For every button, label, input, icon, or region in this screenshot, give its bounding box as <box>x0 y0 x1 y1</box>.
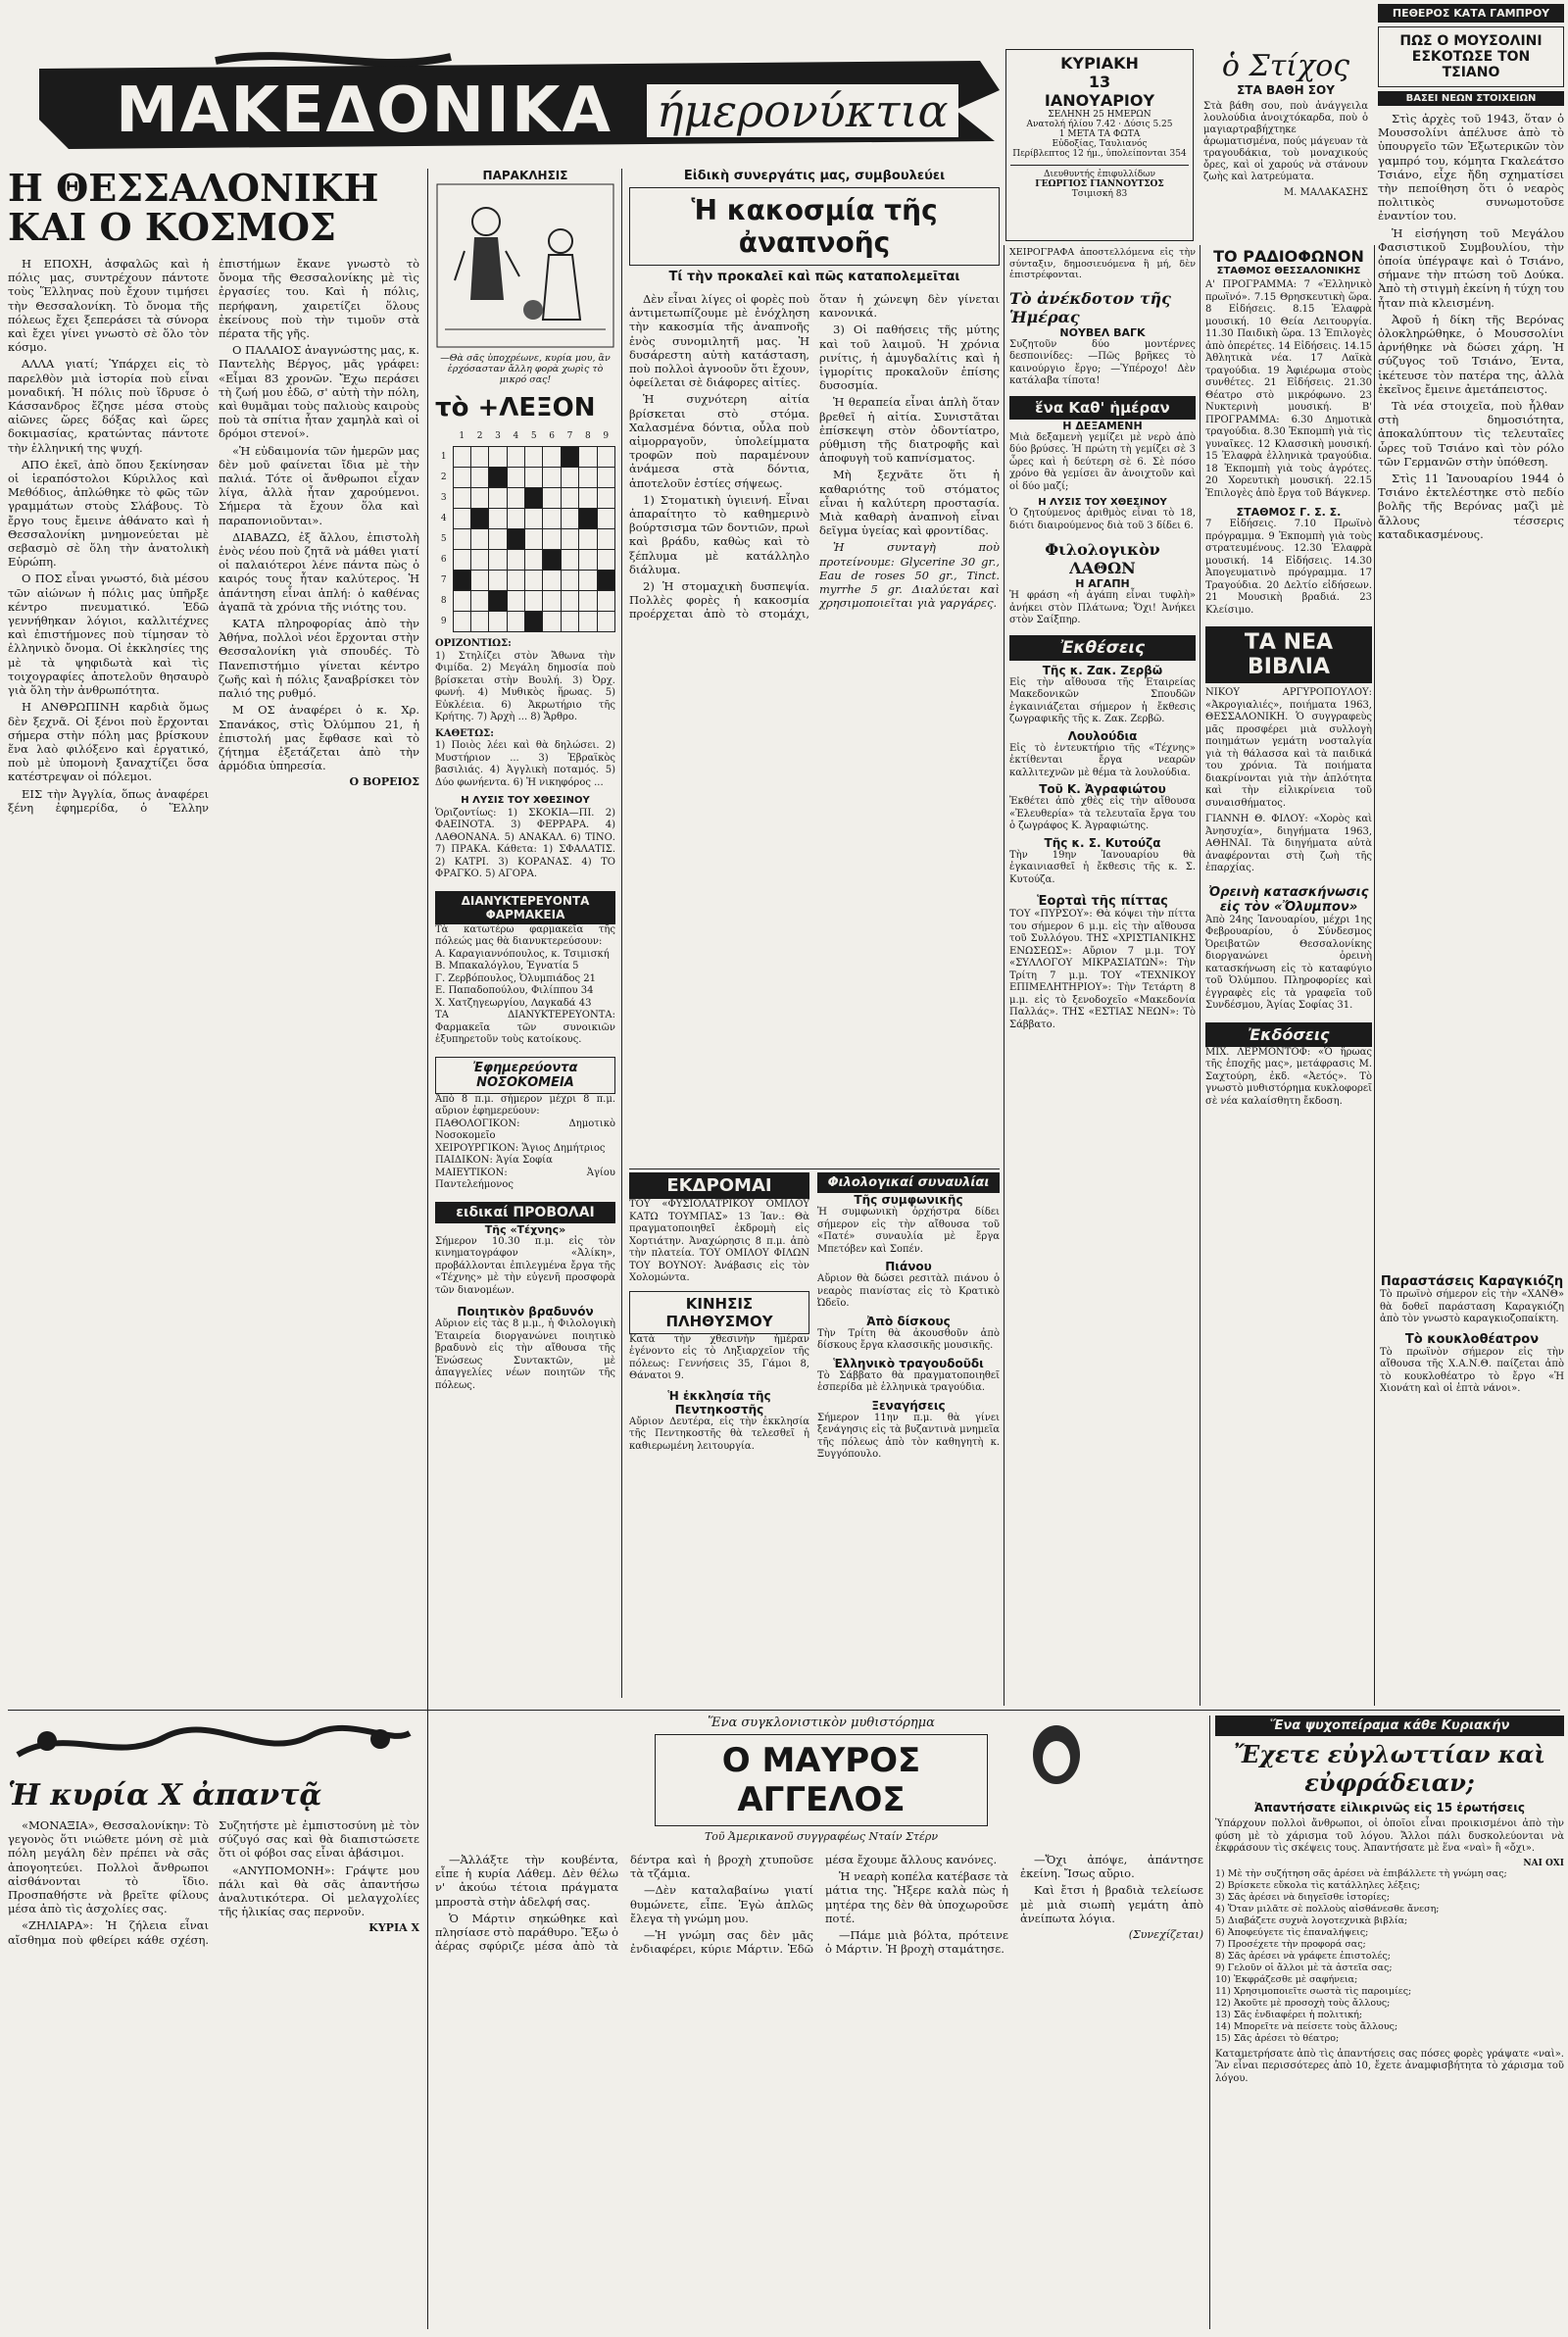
date-line: Ανατολή ήλίου 7.42 · Δύσις 5.25 <box>1026 120 1173 129</box>
crossword-cell[interactable] <box>543 529 561 550</box>
masthead-title: ΜΑΚΕΔΟΝΙΚΑ <box>116 75 612 147</box>
paragraph: Μὴ ξεχνᾶτε ὅτι ἡ καθαριότης τοῦ στόματος εἶναι ἡ καλύτερη προστασία. Μιὰ καθαρὴ ἀναπνοὴ εἶναι δεῖγμα ὑγείας καὶ φροντίδας. <box>819 468 1000 538</box>
crossword-cell[interactable] <box>561 591 578 612</box>
tsiano-source: ΒΑΣΕΙ ΝΕΩΝ ΣΤΟΙΧΕΙΩΝ <box>1378 91 1564 106</box>
crossword-cell[interactable] <box>525 447 543 468</box>
pharmacies-title: ΔΙΑΝΥΚΤΕΡΕΥΟΝΤΑ ΦΑΡΜΑΚΕΙΑ <box>435 891 615 924</box>
recipe: Ἡ συνταγὴ ποὺ προτείνουμε: Glycerine 30 gr., Eau de roses 50 gr., Tinct. myrrhe 5 gr. Διαλύεται καὶ χρησιμοποιεῖται γιὰ γαργάρες. <box>819 540 1000 611</box>
quiz-question: 10) Ἐκφράζεσθε μὲ σαφήνεια; <box>1215 1973 1358 1985</box>
lower-briefs <box>629 1172 1000 1604</box>
orini-title: Ὀρεινὴ κατασκήνωσις εἰς τὸν «Ὄλυμπον» <box>1208 884 1369 915</box>
crossword-cell[interactable] <box>470 509 488 529</box>
quiz-question: 4) Ὅταν μιλᾶτε σὲ πολλοὺς αἰσθάνεσθε ἄνεση; <box>1215 1903 1440 1914</box>
masthead-script: ήμερονύκτια <box>647 84 958 137</box>
stixos-author: Μ. ΜΑΛΑΚΑΣΗΣ <box>1283 187 1368 198</box>
paragraph: —Πάμε μιὰ βόλτα, πρότεινε ὁ Μάρτιν. Ἡ βροχὴ σταμάτησε. <box>825 1928 1008 1957</box>
ekdromai-body: ΤΟΥ «ΦΥΣΙΟΛΑΤΡΙΚΟΥ ΟΜΙΛΟΥ ΚΑΤΩ ΤΟΥΜΠΑΣ» 13 Ἰαν.: Θὰ πραγματοποιηθεῖ ἐκδρομὴ εἰς Χορτιάτην. Ἀναχώρησις 8 π.μ. ἀπὸ τὴν πλατεία. ΤΟΥ ΟΜΙΛΟΥ ΦΙΛΩΝ ΤΟΥ ΒΟΥΝΟΥ: Ἀνάβασις εἰς τὸν Χολομώντα. <box>629 1199 809 1283</box>
crossword-horizontal-title: ΟΡΙΖΟΝΤΙΩΣ: <box>435 638 512 649</box>
crossword-cell[interactable] <box>507 447 524 468</box>
pharmacy-item: Γ. Ζερβόπουλος, Ὀλυμπιάδος 21 <box>435 972 596 984</box>
ekdromai-title: ΕΚΔΡΟΜΑΙ <box>629 1172 809 1199</box>
hospital-item: ΧΕΙΡΟΥΡΓΙΚΟΝ: Ἅγιος Δημήτριος <box>435 1142 606 1154</box>
quiz-intro: Ὑπάρχουν πολλοὶ ἄνθρωποι, οἱ ὁποῖοι εἶναι προικισμένοι ἀπὸ τὴν φύση μὲ τὸ χάρισμα τοῦ λόγου. Ἄλλοι πάλι δυσκολεύονται νὰ ἐκφράσουν τὶς σκέψεις τους. Ἀπαντήσατε μὲ ἕνα «ναὶ» ἢ «ὄχι». <box>1215 1818 1564 1854</box>
paragraph: Καὶ ἔτσι ἡ βραδιὰ τελείωσε μὲ μιὰ σιωπὴ γεμάτη ἀπὸ ἀνείπωτα λόγια. <box>1020 1883 1203 1925</box>
kyria-x-illustration <box>8 1715 419 1774</box>
thessaloniki-headline: Η ΘΕΣΣΑΛΟΝΙΚΗ ΚΑΙ Ο ΚΟΣΜΟΣ <box>8 169 379 249</box>
crossword-col-number: 8 <box>584 431 591 441</box>
paragraph: Τὰ νέα στοιχεῖα, ποὺ ἦλθαν στὴ δημοσιότητα, ἀποκαλύπτουν τὶς τελευταῖες ὧρες τοῦ Τσιάνο καὶ τὸν ρόλο τῶν Γερμανῶν στὴν ὑπόθεση. <box>1378 399 1564 469</box>
stixos-column <box>1203 49 1368 265</box>
halitosis-subtitle: Τί τὴν προκαλεῖ καὶ πῶς καταπολεμεῖται <box>668 270 960 284</box>
quiz-section <box>1215 1715 1564 2329</box>
ekklisia-body: Αὔριον Δευτέρα, εἰς τὴν ἐκκλησία τῆς Πεντηκοστῆς θὰ τελεσθεῖ ἡ καθιερωμένη λειτουργία. <box>629 1416 809 1452</box>
crossword-corner <box>435 426 453 447</box>
crossword-cell[interactable] <box>489 550 507 571</box>
date-month: ΙΑΝΟΥΑΡΙΟΥ <box>1044 91 1155 110</box>
paragraph: Ἡ θεραπεία εἶναι ἁπλὴ ὅταν βρεθεῖ ἡ αἰτία. Συνιστᾶται ἐπίσκεψη στὸν ὀδοντίατρο, ρύθμιση τῆς διατροφῆς καὶ ἀποφυγὴ τοῦ καπνίσματος. <box>819 395 1000 466</box>
stixos-poem: Στὰ βάθη σου, ποὺ ἀνάγγειλα λουλούδια ἀνοιχτόκαρδα, ποὺ ὁ μαγιαρτραβήχτηκε ἀρωματισμένα, πούς μάγευαν τὰ τραγουδάκια, τοὺ μοναχικούς ὄρες, καὶ οἱ χαρούς νὰ στάνουν ζωὴς καὶ λατρεύματα. <box>1203 101 1368 182</box>
quiz-subtitle: Ἀπαντήσατε εἰλικρινῶς εἰς 15 ἐρωτήσεις <box>1253 1801 1526 1815</box>
crossword-col-number: 5 <box>530 431 537 441</box>
pharmacy-item: Β. Μπακαλόγλου, Ἐγνατία 5 <box>435 961 579 971</box>
crossword-cell[interactable] <box>489 488 507 509</box>
stixos-subtitle: ΣΤΑ ΒΑΘΗ ΣΟΥ <box>1237 83 1335 97</box>
crossword-grid <box>435 426 615 632</box>
quiz-question: 7) Προσέχετε τὴν προφορά σας; <box>1215 1938 1366 1950</box>
crossword-row-number: 4 <box>440 514 447 523</box>
novel-kicker: Ἕνα συγκλονιστικὸν μυθιστόρημα <box>708 1715 935 1730</box>
quiz-question: 8) Σᾶς ἀρέσει νὰ γράφετε ἐπιστολές; <box>1215 1950 1391 1962</box>
crossword-cell[interactable] <box>579 488 597 509</box>
paragraph: —Ἀλλάξτε τὴν κουβέντα, εἶπε ἡ κυρία Λάθεμ. Δὲν θέλω ν' ἀκούω τέτοια πράγματα μπροστὰ στὴν ἀδελφή σας. <box>435 1853 618 1909</box>
synavlies-body: Ἡ συμφωνικὴ ὀρχήστρα δίδει σήμερον εἰς τὴν αἴθουσα τοῦ «Πατέ» συναυλία μὲ ἔργα Μπετόβεν καὶ Σοπέν. <box>817 1207 1000 1255</box>
crossword-horizontal: 1) Στηλίζει στὸν Ἄθωνα τὴν Φιμίδα. 2) Μεγάλη δημοσία ποὺ βρίσκεται στὴν Βουλή. 3) Ὀρχ. φωνή. 4) Μυθικὸς ἥρωας. 5) Εὐκλέεια. 6) Ἀκρωτήριο τῆς Κρήτης. 7) Ἀρχὴ ... 8) Ἄρθρο. <box>435 650 615 722</box>
crossword-row-number: 2 <box>440 472 447 482</box>
crossword-cell[interactable] <box>543 550 561 571</box>
cartoon-column <box>435 169 615 1698</box>
crossword-cell[interactable] <box>470 529 488 550</box>
kathimeran-body: Μιὰ δεξαμενὴ γεμίζει μὲ νερὸ ἀπὸ δύο βρύσες. Ἡ πρώτη τὴ γεμίζει σὲ 3 ὧρες καὶ ἡ δεύτερη σὲ 6. Σὲ πόσο χρόνο θὰ γεμίσει ἂν ἀνοιχτοῦν καὶ οἱ δύο μαζί; <box>1009 431 1196 492</box>
kyria-x-body <box>8 1818 419 2309</box>
kiniseis-body: Κατὰ τὴν χθεσινὴν ἡμέραν ἐγένοντο εἰς τὸ Ληξιαρχεῖον τῆς πόλεως: Γεννήσεις 35, Γάμοι 8, Θάνατοι 9. <box>629 1333 809 1381</box>
crossword-solution-title: Η ΛΥΣΙΣ ΤΟΥ ΧΘΕΣΙΝΟΥ <box>461 795 590 806</box>
crossword-cell[interactable] <box>579 612 597 632</box>
heortai-body: ΤΟΥ «ΠΥΡΣΟΥ»: Θὰ κόψει τὴν πίττα του σήμερον 6 μ.μ. εἰς τὴν αἴθουσα τοῦ Συλλόγου. ΤΗΣ «ΧΡΙΣΤΙΑΝΙΚΗΣ ΕΝΩΣΕΩΣ»: Αὔριον 7 μ.μ. ΤΟΥ «ΣΥΛΛΟΓΟΥ ΜΙΚΡΑΣΙΑΤΩΝ»: Τὴν Τρίτη 7 μ.μ. ΤΟΥ «ΤΕΧΝΙΚΟΥ ΕΠΙΜΕΛΗΤΗΡΙΟΥ»: Τὴν Τετάρτη 8 μ.μ. εἰς τὸ ξενοδοχεῖο «Μακεδονία Παλλάς». ΤΗΣ «ΕΣΤΙΑΣ ΝΕΩΝ»: Τὸ Σάββατο. <box>1009 909 1196 1030</box>
koukloth-title: Τὸ κουκλοθέατρον <box>1404 1331 1540 1347</box>
paragraph: ΑΠΟ ἐκεῖ, ἀπὸ ὅπου ξεκίνησαν οἱ ἱεραπόστολοι Κύριλλος καὶ Μεθόδιος, ἁπλώθηκε τὸ φῶς τῶν γραμμάτων στοὺς Σλάβους. Τὸ ἔργο τους ἔμεινε ἀθάνατο καὶ ἡ Θεσσαλονίκη μνημονεύεται μὲ σεβασμὸ σὲ ὅλη τὴν ἀνατολικὴ Εὐρώπη. <box>8 457 209 570</box>
paragraph: ΕΙΣ τὴν Ἀγγλία, ὅπως ἀναφέρει ξένη ἐφημερίδα, ὁ Ἕλλην ἐπιστήμων ἔκανε γνωστὸ τὸ ὄνομα τῆς Θεσσαλονίκης μὲ τὶς ἐργασίες του. Καὶ ἡ πόλις, περήφανη, χαιρετίζει ὅλους ἐκείνους ποὺ τὴν τιμοῦν στὰ πέρατα τῆς γῆς. <box>8 257 419 815</box>
kathimeran-solution-title: Η ΛΥΣΙΣ ΤΟΥ ΧΘΕΣΙΝΟΥ <box>1038 497 1167 508</box>
filologikon-subtitle: Η ΑΓΑΠΗ <box>1075 577 1130 590</box>
paragraph: «Ἡ εὐδαιμονία τῶν ἡμερῶν μας δὲν μοῦ φαίνεται ἴδια μὲ τὴν παλιά. Τότε οἱ ἄνθρωποι εἶχαν λίγα, ἀλλὰ ἦταν χαρούμενοι. Σήμερα τὰ ἔχουν ὅλα καὶ παραπονιοῦνται». <box>219 443 419 527</box>
crossword-cell[interactable] <box>453 509 470 529</box>
paragraph: Δὲν εἶναι λίγες οἱ φορὲς ποὺ ἀντιμετωπίζουμε μὲ ἐνόχληση τὴν κακοσμία τῆς ἀναπνοῆς ἑνὸς συνομιλητῆ μας. Ἡ δυσάρεστη αὐτὴ κατάσταση, ποὺ πολλοὶ ἀγνοοῦν ὅτι ἔχουν, ὀφείλεται σὲ διάφορες αἰτίες. <box>629 292 809 390</box>
tsiano-kicker: ΠΕΘΕΡΟΣ ΚΑΤΑ ΓΑΜΠΡΟΥ <box>1378 4 1564 23</box>
crossword-cell[interactable] <box>561 509 578 529</box>
crossword-cell[interactable] <box>489 447 507 468</box>
editor-address: Τσιμισκή 83 <box>1071 189 1128 199</box>
crossword-cell[interactable] <box>453 550 470 571</box>
crossword-cell[interactable] <box>525 488 543 509</box>
orini-body: Ἀπὸ 24ης Ἰανουαρίου, μέχρι 1ης Φεβρουαρίου, ὁ Σύνδεσμος Ὀρειβατῶν Θεσσαλονίκης διοργανώνει ὀρεινὴ κατασκήνωση εἰς τὸ καταφύγιο τοῦ Ὀλύμπου. Πληροφορίες καὶ ἐγγραφὲς εἰς τὰ γραφεῖα τοῦ Συνδέσμου, Ἁγίας Σοφίας 31. <box>1205 914 1372 1011</box>
tragoudi-body: Τὸ Σάββατο θὰ πραγματοποιηθεῖ ἑσπερίδα μὲ ἑλληνικὰ τραγούδια. <box>817 1369 1000 1393</box>
crossword-cell[interactable] <box>470 571 488 591</box>
anekdoto-body: Συζητοῦν δύο μοντέρνες δεσποινίδες: —Πῶς βρῆκες τὸ καινούργιο ἔργο; —Ὑπέροχο! Δὲν κατάλαβα τίποτα! <box>1009 338 1196 386</box>
manuscripts-note: ΧΕΙΡΟΓΡΑΦΑ ἀποστελλόμενα εἰς τὴν σύνταξιν, δημοσιευόμενα ἢ μή, δὲν ἐπιστρέφονται. <box>1009 247 1196 280</box>
anekdoto-title: Τὸ ἀνέκδοτον τῆς Ἡμέρας <box>1009 288 1171 326</box>
crossword-cell[interactable] <box>507 591 524 612</box>
novel-author: Τοῦ Ἀμερικανοῦ συγγραφέως Νταίν Στέρν <box>704 1830 939 1843</box>
exhibition-title: Τῆς κ. Ζακ. Ζερβῶ <box>1042 663 1163 677</box>
paragraph: Ο ΠΟΣ εἶναι γνωστό, διὰ μέσου τῶν αἰώνων ἡ πόλις μας ὑπῆρξε κέντρο πνευματικό. Ἐδῶ γεννήθηκαν λόγιοι, καλλιτέχνες καὶ ἐπιστήμονες ποὺ τίμησαν τὸ ἑλληνικὸ ὄνομα. Οἱ ἐκκλησίες της μὲ τὰ ψηφιδωτὰ καὶ τὶς τοιχογραφίες ἀποτελοῦν θησαυρὸ γιὰ ὅλη τὴν ἀνθρωπότητα. <box>8 572 209 698</box>
crossword-cell[interactable] <box>453 612 470 632</box>
crossword-cell[interactable] <box>543 571 561 591</box>
crossword-row-number: 5 <box>440 534 447 544</box>
date-box <box>1005 49 1194 241</box>
quiz-questions <box>1215 1868 1564 2045</box>
pharmacies-note: ΤΑ ΔΙΑΝΥΚΤΕΡΕΥΟΝΤΑ: Φαρμακεῖα τῶν συνοικιῶν ἐξυπηρετοῦν τοὺς κατοίκους. <box>435 1010 615 1045</box>
crossword-cell[interactable] <box>470 612 488 632</box>
crossword-cell[interactable] <box>489 612 507 632</box>
exhibition-body: Εἰς τὴν αἴθουσα τῆς Ἑταιρείας Μακεδονικῶν Σπουδῶν ἐγκαινιάζεται σήμερον ἡ ἔκθεσις ζωγραφικῆς τῆς κ. Ζακ. Ζερβῶ. <box>1009 676 1196 724</box>
kathimeran-title: ἕνα Καθ' ἡμέραν <box>1009 396 1196 420</box>
crossword-cell[interactable] <box>597 550 614 571</box>
koukloth-body: Τὸ πρωϊνὸν σήμερον εἰς τὴν αἴθουσα τῆς Χ.Α.Ν.Θ. παίζεται ἀπὸ τὸ κουκλοθέατρο τὸ ἔργο «Ἡ Χιονάτη καὶ οἱ ἑπτὰ νάνοι». <box>1380 1346 1564 1394</box>
crossword-cell[interactable] <box>597 488 614 509</box>
crossword-col-number: 2 <box>476 431 483 441</box>
crossword-cell[interactable] <box>470 550 488 571</box>
crossword-cell[interactable] <box>543 612 561 632</box>
crossword-cell[interactable] <box>489 509 507 529</box>
paragraph: Ἀφοῦ ἡ δίκη τῆς Βερόνας ὁλοκληρώθηκε, ὁ Μουσσολίνι ἀρνήθηκε νὰ δώσει χάρη. Ἡ σύζυγος τοῦ Τσιάνο, Έντα, ἱκέτευσε τὸν πατέρα της, ἀλλὰ ἐκεῖνος ἔμεινε ἀμετάπειστος. <box>1378 312 1564 396</box>
crossword-col-number: 7 <box>566 431 573 441</box>
thessaloniki-body <box>8 257 419 1717</box>
crossword-cell[interactable] <box>525 550 543 571</box>
paragraph: —Ὄχι ἀπόψε, ἀπάντησε ἐκείνη. Ἴσως αὔριο. <box>1020 1853 1203 1881</box>
quiz-column-header: ΝΑΙ ΟΧΙ <box>1523 1858 1564 1868</box>
crossword-cell[interactable] <box>470 488 488 509</box>
crossword-cell[interactable] <box>561 550 578 571</box>
crossword-cell[interactable] <box>453 468 470 488</box>
crossword-cell[interactable] <box>597 591 614 612</box>
hospital-item: Ἀπὸ 8 π.μ. σήμερον μέχρι 8 π.μ. αὔριον ἐφημερεύουν: <box>435 1093 615 1117</box>
paragraph: Ο ΠΑΛΑΙΟΣ ἀναγνώστης μας, κ. Παντελὴς Βέργος, μᾶς γράφει: «Εἶμαι 83 χρονῶν. Ἔχω περάσει τὴ ζωή μου ἐδῶ, σ' αὐτὴ τὴν πόλη, καὶ θυμᾶμαι τοὺς παλιοὺς καιροὺς ποὺ τὰ σπίτια ἦταν χαμηλὰ καὶ οἱ δρόμοι στενοί». <box>219 343 419 441</box>
tsiano-body <box>1378 112 1564 541</box>
exhibition-title: Λουλούδια <box>1067 728 1138 743</box>
heortai-title: Ἑορταὶ τῆς πίττας <box>1037 894 1168 909</box>
crossword-cell[interactable] <box>507 612 524 632</box>
ekdoseis-body: ΜΙΧ. ΛΕΡΜΟΝΤΟΦ: «Ὁ ἥρωας τῆς ἐποχῆς μας», μετάφρασις Μ. Σαχτούρη, ἐκδ. «Ἀετός». Τὸ γνωστὸ μυθιστόρημα κυκλοφορεῖ σὲ νέα καλαίσθητη ἔκδοση. <box>1205 1046 1372 1107</box>
crossword-cell[interactable] <box>507 550 524 571</box>
editor-line: Διευθυντής ἐπιφυλλίδων <box>1043 170 1155 179</box>
paragraph: ΚΑΤΑ πληροφορίας ἀπὸ τὴν Ἀθήνα, πολλοὶ νέοι ἔρχονται στὴν Θεσσαλονίκη γιὰ σπουδές. Τὸ Πανεπιστήμιο γίνεται κέντρο ζωῆς καὶ ἡ πόλις ξαναβρίσκει τὸν παλιό της ρυθμό. <box>219 617 419 701</box>
nea-vivlia-title: ΤΑ ΝΕΑ ΒΙΒΛΙΑ <box>1205 626 1372 683</box>
crossword-cell[interactable] <box>561 488 578 509</box>
crossword-vertical: 1) Ποιὸς λέει καὶ θὰ δηλώσει. 2) Μυστήριον ... 3) Ἐβραϊκὸς βασιλιάς. 4) Ἀγγλικὴ ποταμός. 5) Δύο φωνήεντα. 6) Ἡ νικηφόρος ... <box>435 740 615 788</box>
paragraph: Ὁ Μάρτιν σηκώθηκε καὶ πλησίασε στὸ παράθυρο. Ἔξω ὁ ἀέρας σφύριζε μέσα ἀπὸ τὰ δέντρα καὶ ἡ βροχὴ χτυποῦσε τὰ τζάμια. <box>435 1853 813 1954</box>
paragraph: Η ΑΝΘΡΩΠΙΝΗ καρδιὰ ὅμως δὲν ξεχνᾶ. Οἱ ξένοι ποὺ ἔρχονται σήμερα στὴν πόλη μας βρίσκουν ἕνα λαὸ φιλόξενο καὶ ἐργατικό, ποὺ μὲ ὑπομονὴ ξαναχτίζει ὅσα κατέστρεψαν οἱ πόλεμοι. <box>8 700 209 784</box>
radio-ss-title: ΣΤΑΘΜΟΣ Γ. Σ. Σ. <box>1236 506 1342 519</box>
synavlies-title: Φιλολογικαί συναυλίαι <box>817 1172 1000 1193</box>
crossword-cell[interactable] <box>525 591 543 612</box>
paragraph: Ἡ νεαρὴ κοπέλα κατέβασε τὰ μάτια της. Ἤξερε καλὰ πὼς ἡ μητέρα της δὲν θὰ ὑποχωροῦσε ποτέ. <box>825 1869 1008 1925</box>
crossword-cell[interactable] <box>525 509 543 529</box>
date-line: Εὐδοξίας, Ταυλιανός <box>1052 139 1148 149</box>
crossword-cell[interactable] <box>525 612 543 632</box>
cartoon-illustration <box>435 182 615 349</box>
crossword-cell[interactable] <box>543 488 561 509</box>
crossword-cell[interactable] <box>579 468 597 488</box>
parastaseis-body: Τὸ πρωϊνὸ σήμερον εἰς τὴν «ΧΑΝΘ» θὰ δοθεῖ παράσταση Καραγκιόζη ἀπὸ τὸν γνωστὸ καραγκιοζοπαίκτη. <box>1380 1289 1564 1324</box>
crossword-cell[interactable] <box>470 447 488 468</box>
piano-title: Πιάνου <box>885 1260 932 1273</box>
paragraph: 3) Οἱ παθήσεις τῆς μύτης καὶ τοῦ λαιμοῦ. Ἡ χρόνια ρινίτις, ἡ ἀμυγδαλίτις καὶ ἡ ἱγμορίτις προκαλοῦν ἐπίσης δυσοσμία. <box>819 323 1000 393</box>
crossword-cell[interactable] <box>525 529 543 550</box>
paragraph: «ΖΗΛΙΑΡΑ»: Ἡ ζήλεια εἶναι αἴσθημα ποὺ φθείρει κάθε σχέση. Συζητήστε μὲ ἐμπιστοσύνη μὲ τὸν σύζυγό σας καὶ θὰ διαπιστώσετε ὅτι οἱ φόβοι σας εἶναι ἀβάσιμοι. <box>8 1818 419 1947</box>
radio-subtitle: ΣΤΑΘΜΟΣ ΘΕΣΣΑΛΟΝΙΚΗΣ <box>1216 266 1361 276</box>
quiz-question: 9) Γελοῦν οἱ ἄλλοι μὲ τὰ ἀστεῖα σας; <box>1215 1962 1393 1973</box>
novel-banner <box>615 1715 1027 1841</box>
crossword-cell[interactable] <box>579 509 597 529</box>
crossword-cell[interactable] <box>561 612 578 632</box>
pharmacies-intro: Τὰ κατωτέρω φαρμακεῖα τῆς πόλεώς μας θὰ διανυκτερεύσουν: <box>435 923 615 947</box>
pharmacy-item: Α. Καραγιαννόπουλος, κ. Τσιμισκή <box>435 948 610 960</box>
crossword-cell[interactable] <box>453 591 470 612</box>
pharmacy-item: Χ. Χατζηγεωργίου, Λαγκαδά 43 <box>435 997 592 1009</box>
radio-column <box>1205 247 1372 1698</box>
crossword-cell[interactable] <box>525 468 543 488</box>
date-line: Περίβλεπτος 12 ήμ., ὑπολείπονται 354 <box>1012 149 1187 159</box>
novel-portrait <box>1017 1715 1096 1814</box>
crossword-cell[interactable] <box>597 468 614 488</box>
date-line: 1 ΜΕΤΑ ΤΑ ΦΩΤΑ <box>1058 129 1141 139</box>
quiz-question: 14) Μπορεῖτε νὰ πείσετε τοὺς ἄλλους; <box>1215 2020 1398 2032</box>
nea-vivlia-body-2: ΓΙΑΝΝΗ Θ. ΦΙΛΟΥ: «Χορὸς καὶ Ἀνησυχία», διηγήματα 1963, ΑΘΗΝΑΙ. Τὰ διηγήματα αὐτὰ ἀναφέρονται στὴ ζωὴ τῆς ἐπαρχίας. <box>1205 814 1372 873</box>
paragraph: ΑΛΛΑ γιατί; Ὑπάρχει εἰς τὸ παρελθὸν μιὰ ἱστορία ποὺ εἶναι μοναδική. Ἡ πόλις ποὺ ἵδρυσε ὁ Κάσσανδρος ἔζησε μέσα στοὺς αἰῶνες ὥρες δόξας καὶ ὥρες δοκιμασίας, κρατώντας πάντοτε τὴν ἑλληνική της ψυχή. <box>8 357 209 455</box>
kyria-x-title: Ἡ κυρία Χ ἀπαντᾷ <box>8 1778 322 1813</box>
paragraph: ΔΙΑΒΑΖΩ, ἐξ ἄλλου, ἐπιστολὴ ἑνὸς νέου ποὺ ζητᾶ νὰ μάθει γιατί οἱ παλαιότεροι λένε πάντα πὼς ὁ καιρός τους ἦταν καλύτερος. Ἡ ἀπάντηση εἶναι ἁπλή: ὁ καθένας ἀγαπᾶ τὰ χρόνια τῆς νιότης του. <box>219 529 419 614</box>
crossword-col-number: 1 <box>459 431 466 441</box>
poetic-title: Ποιητικὸν βραδυνόν <box>457 1305 594 1318</box>
quiz-question: 6) Ἀποφεύγετε τὶς ἐπαναλήψεις; <box>1215 1926 1369 1938</box>
paragraph: —Δὲν καταλαβαίνω γιατί θυμώνετε, εἶπε. Ἐγὼ ἁπλῶς ἔλεγα τὴ γνώμη μου. <box>630 1883 813 1925</box>
crossword-title: τὸ +ΛΕΞΟΝ <box>435 393 596 423</box>
thessaloniki-signature: Ο ΒΟΡΕΙΟΣ <box>349 775 419 789</box>
crossword-solution: Ὁριζοντίως: 1) ΣΚΟΚΙΑ—ΠΙ. 2) ΦΑΕΙΝΟΤΑ. 3) ΦΕΡΡΑΡΑ. 4) ΛΑΘΟΝΑΝΑ. 5) ΑΝΑΚΑΛ. 6) ΤΙΝΟ. 7) ΠΡΑΚΑ. Κάθετα: 1) ΣΦΑΛΑΤΙΣ. 2) ΚΑΤΡΙ. 3) ΚΟΡΑΝΑΣ. 4) ΤΟ ΦΡΑΓΚΟ. 5) ΑΓΟΡΑ. <box>435 807 615 879</box>
novel-continued: (Συνεχίζεται) <box>1128 1928 1203 1942</box>
crossword-cell[interactable] <box>507 468 524 488</box>
events-column <box>1380 1274 1564 1706</box>
parakliseis-title: ΠΑΡΑΚΛΗΣΙΣ <box>482 169 568 182</box>
crossword-cell[interactable] <box>507 488 524 509</box>
crossword-cell[interactable] <box>543 591 561 612</box>
crossword-col-number: 3 <box>495 431 501 441</box>
quiz-question: 2) Βρίσκετε εὔκολα τὶς κατάλληλες λέξεις; <box>1215 1879 1421 1891</box>
crossword-cell[interactable] <box>561 468 578 488</box>
xenagiseis-title: Ξεναγήσεις <box>871 1398 946 1413</box>
tragoudi-title: Ἑλληνικὸ τραγουδοῦδι <box>833 1356 984 1370</box>
kyria-x-column <box>8 1715 419 2329</box>
provoles-body: Σήμερον 10.30 π.μ. εἰς τὸν κινηματογράφον «Ἀλίκη», προβάλλονται ἐπιλεγμένα ἔργα τῆς «Τέχνης» μὲ τὴν εὐγενῆ προσφορὰ τῶν διανομέων. <box>435 1235 615 1296</box>
quiz-question: 3) Σᾶς ἀρέσει νὰ διηγεῖσθε ἱστορίες; <box>1215 1891 1391 1903</box>
ekdoseis-title: Ἐκδόσεις <box>1205 1022 1372 1047</box>
crossword-cell[interactable] <box>597 447 614 468</box>
crossword-cell[interactable] <box>453 488 470 509</box>
date-number: 13 <box>1088 73 1111 91</box>
hospital-item: ΠΑΘΟΛΟΓΙΚΟΝ: Δημοτικὸ Νοσοκομεῖο <box>435 1118 615 1141</box>
paragraph: «ΜΟΝΑΞΙΑ», Θεσσαλονίκην: Τὸ γεγονὸς ὅτι νιώθετε μόνη σὲ μιὰ πόλη μεγάλη δὲν πρέπει νὰ σᾶς ἀπογοητεύει. Πολλοὶ ἄνθρωποι αἰσθάνονται τὸ ἴδιο. Προσπαθήστε νὰ βρεῖτε φίλους μέσα ἀπὸ τὶς ἀσχολίες σας. <box>8 1818 209 1916</box>
crossword-col-number: 9 <box>603 431 610 441</box>
paragraph: «ΑΝΥΠΟΜΟΝΗ»: Γράψτε μου πάλι καὶ θὰ σᾶς ἀπαντήσω ἀναλυτικότερα. Οἱ μελαγχολίες τῆς ἡλικίας σας περνοῦν. <box>219 1863 419 1919</box>
crossword-row-number: 7 <box>440 575 447 585</box>
exhibition-title: Τῆς κ. Σ. Κυτούζα <box>1044 835 1161 850</box>
kathimeran-subtitle: Η ΔΕΞΑΜΕΝΗ <box>1062 419 1143 432</box>
tsiano-headline: ΠΩΣ Ο ΜΟΥΣΟΛΙΝΙ ΕΣΚΟΤΩΣΕ ΤΟΝ ΤΣΙΑΝΟ <box>1378 26 1564 87</box>
paragraph: —Ἡ γνώμη σας δὲν μᾶς ἐνδιαφέρει, κύριε Μάρτιν. Ἐδῶ μέσα ἔχουμε ἄλλους κανόνες. <box>630 1853 998 1957</box>
crossword-vertical-title: ΚΑΘΕΤΩΣ: <box>435 727 494 739</box>
parastaseis-title: Παραστάσεις Καραγκιόζη <box>1380 1274 1564 1289</box>
crossword-cell[interactable] <box>579 447 597 468</box>
provoles-title: ειδικαί ΠΡΟΒΟΛΑΙ <box>435 1202 615 1223</box>
crossword-cell[interactable] <box>579 591 597 612</box>
crossword-cell[interactable] <box>507 571 524 591</box>
paragraph: Ἡ συχνότερη αἰτία βρίσκεται στὸ στόμα. Χαλασμένα δόντια, οὖλα ποὺ αἱμορραγοῦν, ὑπολείμματα τροφῶν ποὺ παραμένουν ἀνάμεσα στὰ δόντια, ἀποτελοῦν ἑστίες σήψεως. <box>629 392 809 490</box>
crossword-cell[interactable] <box>453 447 470 468</box>
crossword-cell[interactable] <box>579 550 597 571</box>
crossword-cell[interactable] <box>597 509 614 529</box>
news-briefs-column <box>1009 247 1196 1698</box>
quiz-question: 15) Σᾶς ἀρέσει τὸ θέατρο; <box>1215 2032 1340 2044</box>
kyria-x-signature: ΚΥΡΙΑ Χ <box>368 1921 419 1935</box>
crossword-cell[interactable] <box>489 529 507 550</box>
crossword-cell[interactable] <box>561 571 578 591</box>
paragraph: Μ ΟΣ ἀναφέρει ὁ κ. Χρ. Σπανάκος, στὶς Ὀλύμπου 21, ἡ ἐπιστολή μας ἔφθασε καὶ τὸ ζήτημα ἐξετάζεται ἀπὸ τὴν ἁρμόδια ὑπηρεσία. <box>219 703 419 773</box>
crossword-cell[interactable] <box>507 529 524 550</box>
crossword-cell[interactable] <box>561 529 578 550</box>
crossword-cell[interactable] <box>597 529 614 550</box>
crossword-cell[interactable] <box>543 468 561 488</box>
paragraph: Η ΕΠΟΧΗ, ἀσφαλῶς καὶ ἡ πόλις μας, συντρέχουν πάντοτε τοὺς Ἕλληνας ποὺ ἔχουν τιμήσει τὴν Θεσσαλονίκη. Τὸ ὄνομα τῆς πόλεως ἔχει ξεπεράσει τὰ σύνορα καὶ ἔχει γίνει γνωστὸ σὲ ὅλο τὸν κόσμο. <box>8 257 209 355</box>
stixos-title: ὁ Στίχος <box>1221 49 1350 83</box>
quiz-headline: Ἔχετε εὐγλωττίαν καὶ εὐφράδειαν; <box>1234 1740 1545 1797</box>
crossword-cell[interactable] <box>453 529 470 550</box>
quiz-question: 12) Ἀκοῦτε μὲ προσοχὴ τοὺς ἄλλους; <box>1215 1997 1391 2009</box>
halitosis-kicker: Εἰδικὴ συνεργάτις μας, συμβουλεύει <box>683 169 946 183</box>
ekklisia-title: Ἡ ἐκκλησία τῆς Πεντηκοστῆς <box>667 1388 771 1417</box>
kathimeran-solution: Ὁ ζητούμενος ἀριθμὸς εἶναι τὸ 18, διότι διαιρούμενος διὰ τοῦ 3 δίδει 6. <box>1009 508 1196 531</box>
hospital-item: ΠΑΙΔΙΚΟΝ: Ἁγία Σοφία <box>435 1155 553 1166</box>
parakliseis-caption: —Θὰ σᾶς ὑποχρέωνε, κυρία μου, ἂν ἐρχόσασταν ἄλλη φορὰ χωρὶς τὸ μικρό σας! <box>440 353 611 385</box>
crossword-row-number: 1 <box>440 452 447 462</box>
crossword-cell[interactable] <box>597 612 614 632</box>
quiz-question: 1) Μὲ τὴν συζήτηση σᾶς ἀρέσει νὰ ἐπιβάλλετε τὴ γνώμη σας; <box>1215 1867 1507 1879</box>
filologikon-body: Ἡ φράση «ἡ ἀγάπη εἶναι τυφλὴ» ἀνήκει στὸν Πλάτωνα; Ὄχι! Ἀνήκει στὸν Σαίξπηρ. <box>1009 590 1196 625</box>
crossword-row-number: 6 <box>440 555 447 565</box>
crossword-cell[interactable] <box>579 529 597 550</box>
quiz-footer: Καταμετρήσατε ἀπὸ τὶς ἀπαντήσεις σας πόσες φορὲς γράψατε «ναὶ». Ἂν εἶναι περισσότερες ἀπὸ 10, ἔχετε ἀναμφισβήτητα τὸ χάρισμα τοῦ λόγου. <box>1215 2048 1564 2084</box>
filologikon-title: Φιλολογικὸν ΛΑΘΩΝ <box>1045 540 1160 577</box>
paragraph: Στὶς ἀρχὲς τοῦ 1943, ὅταν ὁ Μουσσολίνι ἀπέλυσε ἀπὸ τὸ ὑπουργεῖο τῶν Ἐξωτερικῶν τὸν γαμπρό του, κόμητα Γκαλεάτσο Τσιάνο, εἶχε ἤδη σχηματίσει τὴν πεποίθηση ὅτι ὁ νεαρὸς πολιτικὸς συνωμοτοῦσε ἐναντίον του. <box>1378 112 1564 224</box>
radio-ss-schedule: 7 Εἰδήσεις. 7.10 Πρωϊνὸ πρόγραμμα. 9 Ἐκπομπὴ γιὰ τοὺς στρατευμένους. 12.30 Ἐλαφρὰ μουσική. 14 Εἰδήσεις. 14.30 Ἀπογευματινὸ πρόγραμμα. 17 Τραγούδια. 20 Δελτίο εἰδήσεων. 21 Μουσικὴ βραδιά. 23 Κλείσιμο. <box>1205 519 1372 616</box>
anekdoto-subtitle: ΝΟΥΒΕΛ ΒΑΓΚ <box>1059 325 1146 339</box>
crossword-cell[interactable] <box>597 571 614 591</box>
quiz-question: 13) Σᾶς ἐνδιαφέρει ἡ πολιτική; <box>1215 2009 1363 2020</box>
paragraph: 1) Στοματικὴ ὑγιεινή. Εἶναι ἀπαραίτητο τὸ καθημερινὸ βούρτσισμα τῶν δοντιῶν, πρωὶ καὶ βράδυ, καθὼς καὶ τὸ ξέπλυμα μὲ κατάλληλο διάλυμα. <box>629 492 809 576</box>
paragraph: 2) Ἡ στομαχικὴ δυσπεψία. Πολλὲς φορὲς ἡ κακοσμία προέρχεται ἀπὸ τὸ στομάχι, ὅταν ἡ χώνεψη δὲν γίνεται κανονικά. <box>629 292 1000 622</box>
exhibition-body: Τὴν 19ην Ἰανουαρίου θὰ ἐγκαινιασθεῖ ἡ ἔκθεσις τῆς κ. Σ. Κυτούζα. <box>1009 849 1196 885</box>
diskoi-title: Ἀπὸ δίσκους <box>866 1314 951 1328</box>
crossword-col-number: 6 <box>549 431 555 441</box>
radio-title: ΤΟ ΡΑΔΙΟΦΩΝΟΝ <box>1213 247 1364 266</box>
paragraph: Στὶς 11 Ἰανουαρίου 1944 ὁ Τσιάνο ἐκτελέστηκε στὸ πεδίο βολῆς τῆς Βερόνας μαζὶ μὲ ἄλλους τέσσερις καταδικασμένους. <box>1378 472 1564 541</box>
crossword-row-number: 9 <box>440 617 447 626</box>
crossword-row-number: 8 <box>440 596 447 606</box>
crossword-cell[interactable] <box>579 571 597 591</box>
novel-section <box>435 1715 1203 2329</box>
date-day: ΚΥΡΙΑΚΗ <box>1060 54 1139 73</box>
exhibition-body: Εἰς τὸ ἐντευκτήριο τῆς «Τέχνης» ἐκτίθενται ἔργα νεαρῶν καλλιτεχνῶν μὲ θέμα τὰ λουλούδια. <box>1009 742 1196 778</box>
quiz-question: 5) Διαβάζετε συχνὰ λογοτεχνικὰ βιβλία; <box>1215 1914 1408 1926</box>
crossword-cell[interactable] <box>470 591 488 612</box>
crossword-row-number: 3 <box>440 493 447 503</box>
diskoi-body: Τὴν Τρίτη θὰ ἀκουσθοῦν ἀπὸ δίσκους ἔργα κλασσικῆς μουσικῆς. <box>817 1327 1000 1351</box>
crossword-cell[interactable] <box>489 468 507 488</box>
piano-body: Αὔριον θὰ δώσει ρεσιτὰλ πιάνου ὁ νεαρὸς πιανίστας εἰς τὸ Κρατικὸ Ὠδεῖο. <box>817 1273 1000 1309</box>
crossword-cell[interactable] <box>543 509 561 529</box>
pharmacy-item: Ε. Παπαδοπούλου, Φιλίππου 34 <box>435 985 594 996</box>
nea-vivlia-body: ΝΙΚΟΥ ΑΡΓΥΡΟΠΟΥΛΟΥ: «Ἀκρογιαλιές», ποιήματα 1963, ΘΕΣΣΑΛΟΝΙΚΗ. Ὁ συγγραφεὺς μᾶς προσφέρει μιὰ συλλογὴ ποιημάτων γεμάτη νοσταλγία γιὰ τὴ θάλασσα καὶ τὰ παιδικά του χρόνια. Τὰ ποιήματα διακρίνονται γιὰ τὴν ἁπλότητα καὶ τὴν εἰλικρίνεια τοῦ συναισθήματος. <box>1205 687 1372 809</box>
quiz-question: 11) Χρησιμοποιεῖτε σωστὰ τὶς παροιμίες; <box>1215 1985 1412 1997</box>
crossword-cell[interactable] <box>543 447 561 468</box>
novel-body <box>435 1853 1203 2329</box>
paragraph: Ἡ εἰσήγηση τοῦ Μεγάλου Φασιστικοῦ Συμβουλίου, τὴν ὁποία ὑπέγραψε καὶ ὁ Τσιάνο, σήμανε τὴν πτώση τοῦ Δούκα. Ἀπὸ τὴ στιγμὴ ἐκείνη ἡ τύχη του ἦταν πιὰ κλεισμένη. <box>1378 225 1564 310</box>
crossword-cell[interactable] <box>453 571 470 591</box>
kiniseis-title: ΚΙΝΗΣΙΣ ΠΛΗΘΥΣΜΟΥ <box>629 1291 809 1334</box>
masthead <box>39 51 1000 167</box>
hospital-item: ΜΑΙΕΥΤΙΚΟΝ: Ἀγίου Παντελεήμονος <box>435 1167 615 1190</box>
crossword-cell[interactable] <box>507 509 524 529</box>
synavlies-subtitle: Τῆς συμφωνικῆς <box>854 1193 963 1207</box>
crossword-cell[interactable] <box>561 447 578 468</box>
ektheseis-title: Ἐκθέσεις <box>1009 635 1196 661</box>
crossword-cell[interactable] <box>489 591 507 612</box>
crossword-cell[interactable] <box>470 468 488 488</box>
hospitals-title: Ἐφημερεύοντα ΝΟΣΟΚΟΜΕΙΑ <box>435 1057 615 1094</box>
tsiano-article <box>1378 4 1564 1268</box>
date-line: ΣΕΛΗΝΗ 25 ΗΜΕΡΩΝ <box>1048 110 1152 120</box>
editor-name: ΓΕΩΡΓΙΟΣ ΓΙΑΝΝΟΥΤΣΟΣ <box>1035 179 1164 189</box>
crossword-cell[interactable] <box>489 571 507 591</box>
exhibition-title: Τοῦ Κ. Ἀγραφιώτου <box>1039 782 1166 796</box>
halitosis-headline: Ἡ κακοσμία τῆς ἀναπνοῆς <box>629 187 1000 266</box>
crossword-col-number: 4 <box>513 431 519 441</box>
thessaloniki-article <box>8 169 419 1717</box>
crossword-cell[interactable] <box>525 571 543 591</box>
poetic-body: Αὔριον εἰς τὰς 8 μ.μ., ἡ Φιλολογικὴ Ἑταιρεία διοργανώνει ποιητικὸ βραδυνὸ εἰς τὴν αἴθουσα τῆς Ἑνώσεως Συντακτῶν, μὲ ἀπαγγελίες νέων ποιητῶν τῆς πόλεως. <box>435 1318 615 1391</box>
exhibition-body: Ἐκθέτει ἀπὸ χθὲς εἰς τὴν αἴθουσα «Ἐλευθερία» τὰ τελευταῖα ἔργα του ὁ ζωγράφος Κ. Ἀγραφιώτης. <box>1009 796 1196 831</box>
provoles-subtitle: Τῆς «Τέχνης» <box>484 1222 566 1236</box>
quiz-kicker: Ἕνα ψυχοπείραμα κάθε Κυριακήν <box>1215 1715 1564 1736</box>
radio-schedule: Α' ΠΡΟΓΡΑΜΜΑ: 7 «Ἑλληνικὸ πρωϊνό». 7.15 Θρησκευτικὴ ὥρα. 8 Εἰδήσεις. 8.15 Ἐλαφρὰ μουσική. 10 Θεία Λειτουργία. 11.30 Παιδικὴ ὥρα. 13 Ἐπιλογὲς ἀπὸ ὀπερέτες. 14 Εἰδήσεις. 14.15 Ἀθλητικὰ νέα. 17 Λαϊκὰ τραγούδια. 19 Ἀφιέρωμα στοὺς συνθέτες. 21 Εἰδήσεις. 21.30 Θέατρο στὸ μικρόφωνο. 23 Νυκτερινὴ μουσική. Β' ΠΡΟΓΡΑΜΜΑ: 6.30 Δημοτικὰ τραγούδια. 8.30 Ἐκπομπὴ γιὰ τὶς γυναῖκες. 12 Κλασσικὴ μουσική. 15 Ἐλαφρὰ ἑλληνικὰ τραγούδια. 18 Ἐκπομπὴ γιὰ τοὺς ἀγρότες. 20 Χορευτικὴ μουσική. 22.15 Ἐπιλογὲς ἀπὸ ἔργα τοῦ Βάγκνερ. <box>1205 279 1372 499</box>
novel-title: Ο ΜΑΥΡΟΣ ΑΓΓΕΛΟΣ <box>655 1734 988 1826</box>
xenagiseis-body: Σήμερον 11ην π.μ. θὰ γίνει ξενάγησις εἰς τὰ βυζαντινὰ μνημεῖα τῆς πόλεως ἀπὸ τὸν καθηγητὴ κ. Ξυγγόπουλο. <box>817 1412 1000 1460</box>
